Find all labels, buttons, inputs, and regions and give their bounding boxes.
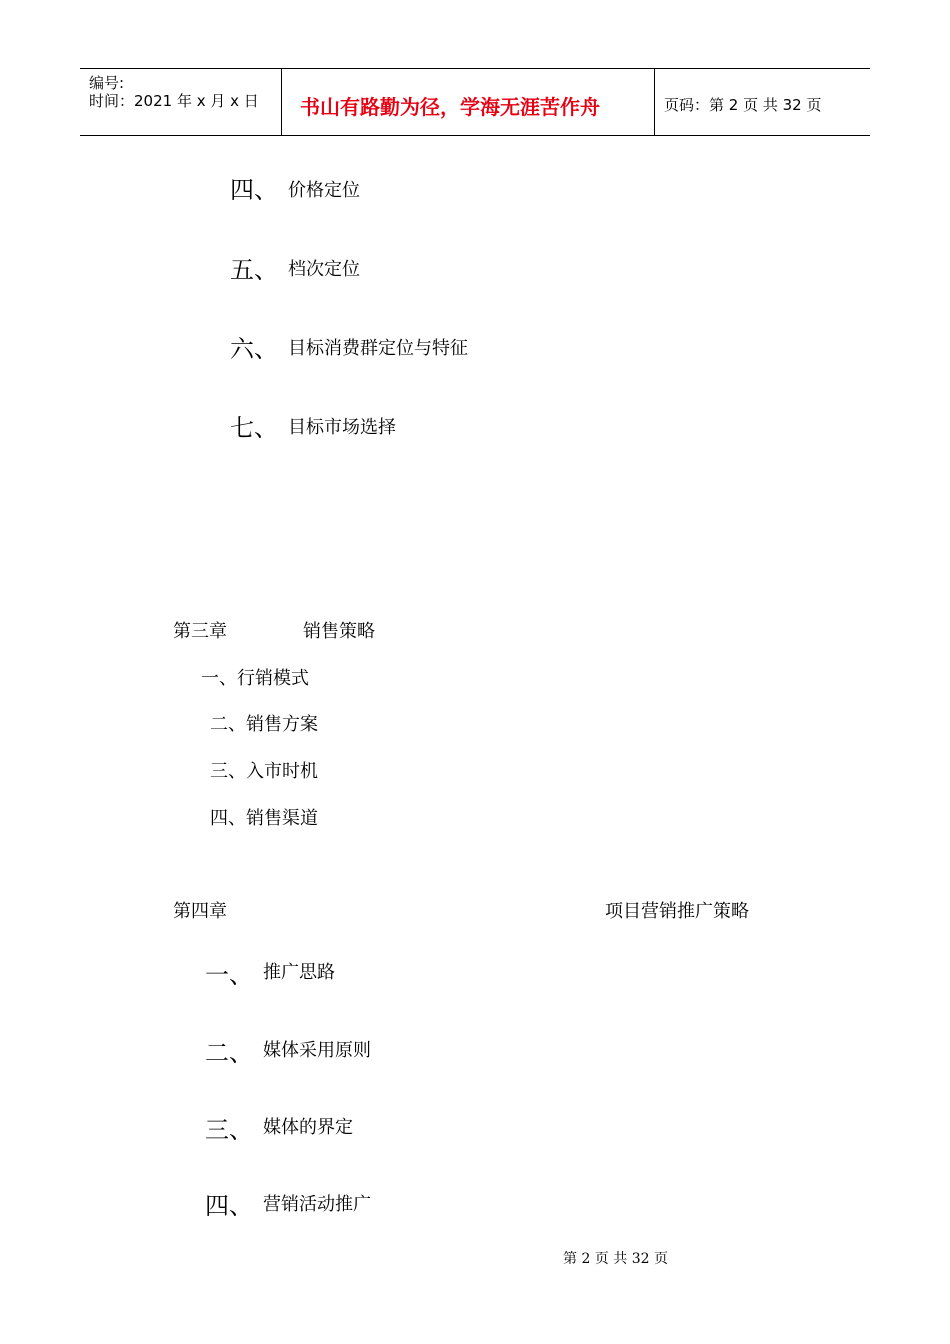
header-divider-right: [654, 68, 655, 135]
header-page-info: 页码：第 2 页 共 32 页: [664, 96, 822, 114]
list-item-number: 三、: [205, 1116, 253, 1144]
header-top-rule: [80, 68, 870, 69]
list-item-number: 四、: [230, 176, 278, 204]
list-item: 一、行销模式: [201, 668, 309, 689]
list-item-text: 营销活动推广: [263, 1194, 371, 1215]
list-item-number: 一、: [205, 961, 253, 989]
list-item-number: 五、: [230, 256, 278, 284]
list-item-number: 二、: [205, 1039, 253, 1067]
list-item: 二、销售方案: [210, 714, 318, 735]
header-time: 时间：2021 年 x 月 x 日: [89, 92, 259, 110]
list-item-text: 档次定位: [288, 259, 360, 280]
list-item-number: 四、: [205, 1192, 253, 1220]
list-item-text: 目标市场选择: [288, 417, 396, 438]
chapter-title: 项目营销推广策略: [605, 901, 749, 922]
list-item: 三、入市时机: [210, 761, 318, 782]
chapter-title: 销售策略: [303, 621, 375, 642]
list-item: 四、销售渠道: [210, 808, 318, 829]
list-item-text: 推广思路: [263, 962, 335, 983]
chapter-label: 第三章: [173, 621, 227, 642]
page-footer: 第 2 页 共 32 页: [563, 1251, 668, 1267]
list-item-text: 媒体采用原则: [263, 1040, 371, 1061]
header-bottom-rule: [80, 135, 870, 136]
header-motto: 书山有路勤为径，学海无涯苦作舟: [300, 95, 600, 119]
header-divider-left: [281, 68, 282, 135]
list-item-text: 媒体的界定: [263, 1117, 353, 1138]
list-item-number: 六、: [230, 335, 278, 363]
list-item-text: 价格定位: [288, 180, 360, 201]
header-number-label: 编号:: [89, 74, 125, 92]
list-item-text: 目标消费群定位与特征: [288, 338, 468, 359]
chapter-label: 第四章: [173, 901, 227, 922]
list-item-number: 七、: [230, 414, 278, 442]
